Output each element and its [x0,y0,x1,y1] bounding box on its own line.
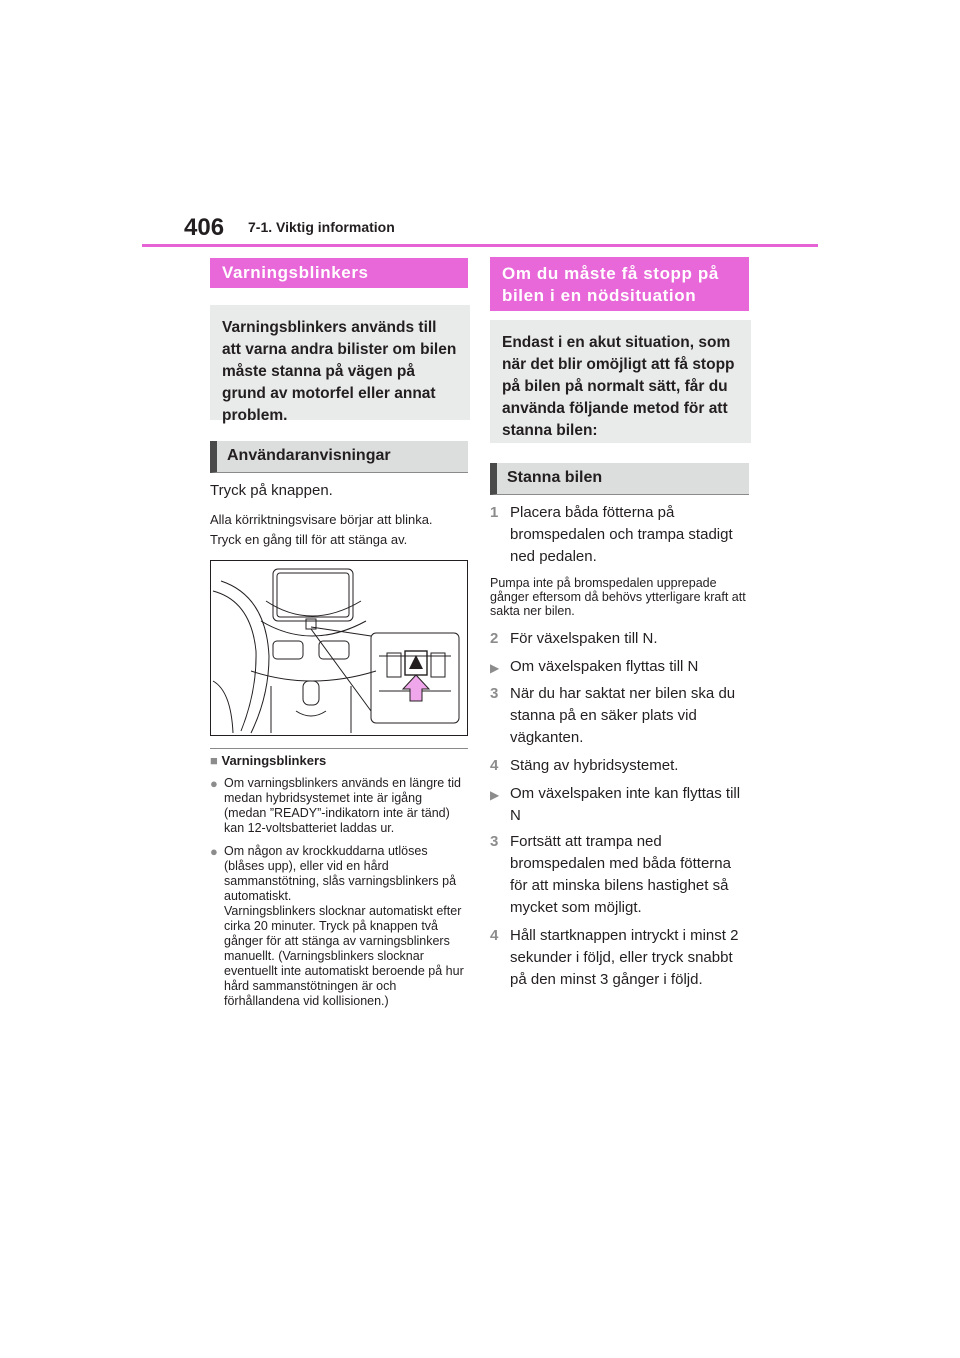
header-rule [142,244,818,247]
arrow-right-icon: ▶ [490,788,500,802]
step-4a: 4 Stäng av hybridsystemet. [490,757,679,774]
step-1: 1 Placera båda fötterna på bromspedalen och trampa stadigt ned pedalen. [490,504,733,565]
step-2: 2 För växelspaken till N. [490,630,658,647]
case-b: ▶ Om växelspaken inte kan flyttas till N [490,783,752,827]
arrow-right-icon: ▶ [490,661,500,675]
note-line: Alla körriktningsvisare börjar att blinka. [210,512,433,527]
step-3b: 3 Fortsätt att trampa ned bromspedalen med båda fötterna för att minska bilens hastighet så mycket som möjligt. [490,833,731,916]
note-bullets [210,776,466,1009]
sub-heading-instructions: Användaranvisningar [210,441,468,473]
instruction-text: Tryck på knappen. [210,482,333,499]
note-heading [210,753,468,768]
bullet-icon: ● [210,776,218,791]
note-divider [210,748,468,749]
case-a: ▶ Om växelspaken flyttas till N [490,656,752,679]
hazard-button-icon [409,655,423,669]
note-line: Tryck en gång till för att stänga av. [210,532,408,547]
sub-heading-stop-car: Stanna bilen [490,463,749,495]
step-3a: 3 När du har saktat ner bilen ska du stanna på en säker plats vid vägkanten. [490,685,736,746]
note-heading-text: Varningsblinkers [221,753,327,768]
list-item: ● Om någon av krockkuddarna utlöses (blåses upp), eller vid en hård sammanstötning, slås varningsblinkers på automatiskt. Varningsblinkers slocknar automatiskt efter cirka 20 minuter. Tryck på knappen två gånger för att stänga av varningsblinkers manuellt. (Varningsblinkers slocknar eventuellt inte automatiskt beroende på hur hård sammanstötningen är och förhållandena vid kollisionen.) [210,844,464,1008]
instruction-notes [210,510,468,550]
lead-box-emergency: Endast i en akut situation, som när det blir omöjligt att få stopp på bilen på normalt sätt, får du använda följande metod för att stanna bilen: [490,320,751,443]
step-1-note: Pumpa inte på bromspedalen upprepade gånger eftersom då behövs ytterligare kraft att sakta ner bilen. [490,576,746,618]
dashboard-illustration [210,560,468,736]
lead-box-hazard: Varningsblinkers används till att varna andra bilister om bilen måste stanna på vägen på grund av motorfel eller annat problem. [210,305,470,420]
section-heading-hazard: Varningsblinkers [210,258,468,288]
chapter-title: 7-1. Viktig information [248,219,395,235]
bullet-icon: ● [210,844,218,859]
section-heading-emergency-stop: Om du måste få stopp på bilen i en nödsituation [490,257,749,311]
procedure-steps [490,502,752,991]
list-item: ● Om varningsblinkers används en längre tid medan hybridsystemet inte är igång (medan ”READY”-indikatorn inte är tänd) kan 12-voltsbatteriet laddas ur. [210,776,461,835]
square-bullet-icon: ■ [210,753,218,768]
dashboard-icon [211,561,467,735]
arrow-up-icon [403,675,429,701]
step-4b: 4 Håll startknappen intryckt i minst 2 sekunder i följd, eller tryck snabbt på den minst 3 gånger i följd. [490,927,739,988]
page-number: 406 [184,214,225,241]
